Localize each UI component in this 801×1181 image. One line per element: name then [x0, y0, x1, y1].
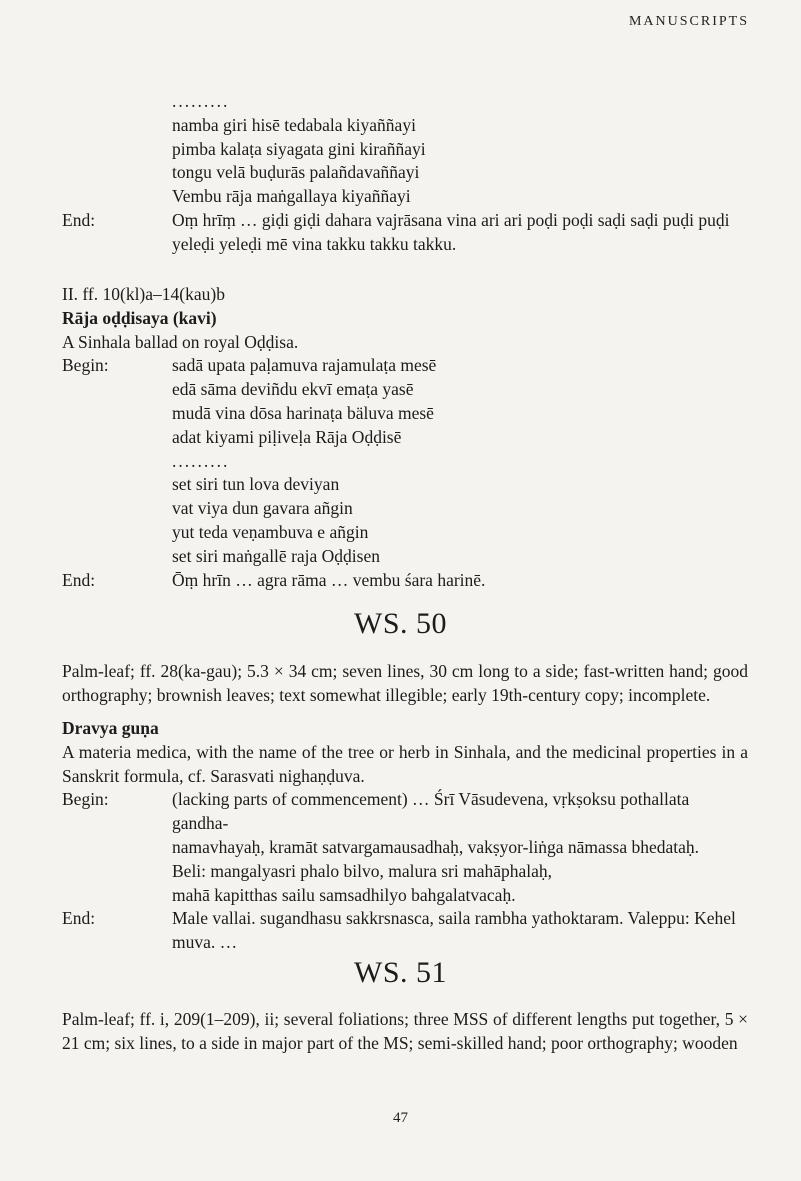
verse-line: namba giri hisē tedabala kiyaññayi [172, 114, 416, 135]
ellipsis-dots: ......... [172, 91, 230, 111]
begin-line: namavhayaḥ, kramāt satvargamausadhaḥ, vakṣyor-liṅga nāmassa bhedataḥ. [172, 836, 700, 857]
running-head: MANUSCRIPTS [628, 14, 749, 29]
begin-label: Begin: [62, 355, 109, 376]
end-row [62, 907, 748, 931]
ellipsis-dots: ......... [172, 450, 230, 471]
end-row [62, 209, 748, 233]
begin-line: (lacking parts of commencement) … Śrī Vāsudevena, vṛkṣoksu pothallata gandha- [172, 789, 690, 834]
verse-line: set siri tun lova deviyan [172, 474, 340, 495]
end-row [62, 569, 748, 593]
verse-line: pimba kalaṭa siyagata gini kiraññayi [172, 138, 426, 159]
verse-line: set siri maṅgallē raja Oḍḍisen [172, 545, 380, 566]
end-line: muva. … [172, 932, 238, 953]
end-text-continued: yeleḍi yeleḍi mē vina takku takku takku. [172, 233, 457, 254]
ws50-description: Palm-leaf; ff. 28(ka-gau); 5.3 × 34 cm; seven lines, 30 cm long to a side; fast-written hand; good orthography; brownish leaves; text somewhat illegible; early 19th-century copy; incomplete. [62, 661, 748, 705]
begin-line: Beli: mangalyasri phalo bilvo, malura sri mahāphalaḥ, [172, 860, 553, 881]
section-ii [62, 283, 748, 592]
ws51-description: Palm-leaf; ff. i, 209(1–209), ii; several foliations; three MSS of different lengths put together, 5 × 21 cm; six lines, to a side in major part of the MS; semi-skilled hand; poor orthography; wooden [62, 1009, 748, 1053]
ws50-item [62, 717, 748, 955]
end-label: End: [62, 569, 96, 590]
end-label: End: [62, 908, 96, 929]
end-text: Ōṃ hrīn … agra rāma … vembu śara harinē. [172, 569, 486, 590]
ws51-title: WS. 51 [354, 956, 447, 989]
item-description: A materia medica, with the name of the tree or herb in Sinhala, and the medicinal properties in a Sanskrit formula, cf. Sarasvati nighaṇḍuva. [62, 741, 748, 786]
verse-line: sadā upata paḷamuva rajamulaṭa mesē [172, 355, 437, 376]
work-description: A Sinhala ballad on royal Oḍḍisa. [62, 331, 299, 352]
end-line: Male vallai. sugandhasu sakkrsnasca, saila rambha yathoktaram. Valeppu: Kehel [172, 908, 736, 929]
begin-line: mahā kapitthas sailu samsadhilyo bahgalatvacaḥ. [172, 884, 516, 905]
verse-line: edā sāma deviñdu ekvī emaṭa yasē [172, 379, 414, 400]
work-title: Rāja oḍḍisaya (kavi) [62, 307, 217, 328]
verse-line: adat kiyami piḷiveḷa Rāja Oḍḍisē [172, 426, 402, 447]
verse-line: yut teda veṇambuva e añgin [172, 521, 369, 542]
verse-line: mudā vina dōsa harinaṭa bäluva mesē [172, 402, 434, 423]
page-number: 47 [393, 1110, 408, 1126]
begin-row [62, 354, 748, 378]
begin-row [62, 788, 748, 836]
section-heading: II. ff. 10(kl)a–14(kau)b [62, 284, 225, 304]
begin-label: Begin: [62, 789, 109, 810]
top-section [62, 90, 748, 257]
ws50-title: WS. 50 [354, 607, 447, 640]
item-title: Dravya guṇa [62, 718, 159, 738]
end-text: Oṃ hrīṃ … giḍi giḍi dahara vajrāsana vina ari ari poḍi poḍi saḍi saḍi puḍi puḍi [172, 209, 730, 230]
verse-line: vat viya dun gavara añgin [172, 498, 353, 519]
verse-line: Vembu rāja maṅgallaya kiyaññayi [172, 186, 411, 207]
end-label: End: [62, 209, 96, 230]
verse-line: tongu velā buḍurās palañdavaññayi [172, 162, 420, 183]
